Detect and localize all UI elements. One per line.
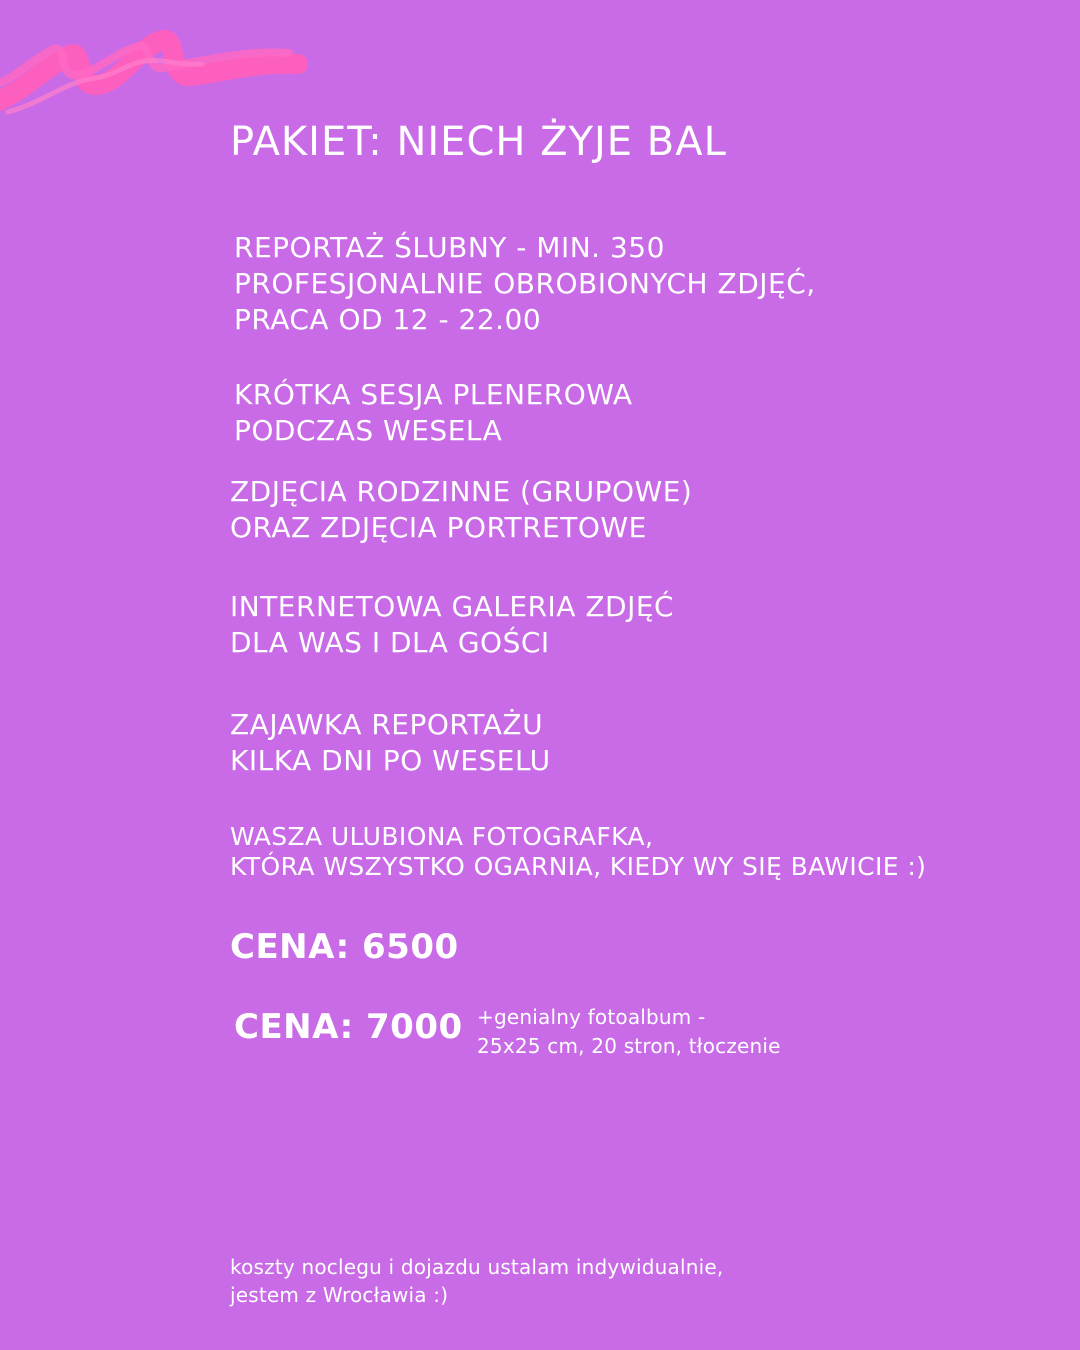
price-basic: CENA: 6500 bbox=[230, 927, 459, 967]
album-note-line: 25x25 cm, 20 stron, tłoczenie bbox=[477, 1034, 781, 1058]
feature-line: PRACA OD 12 - 22.00 bbox=[234, 303, 542, 336]
feature-line: ZAJAWKA REPORTAŻU bbox=[230, 708, 544, 741]
feature-line: REPORTAŻ ŚLUBNY - MIN. 350 bbox=[234, 231, 665, 264]
album-note-line: +genialny fotoalbum - bbox=[477, 1005, 706, 1029]
album-note bbox=[477, 1003, 781, 1061]
feature-outdoor-session bbox=[234, 377, 633, 449]
price-with-album: CENA: 7000 bbox=[234, 1007, 463, 1047]
feature-line: INTERNETOWA GALERIA ZDJĘĆ bbox=[230, 590, 675, 623]
package-title: PAKIET: NIECH ŻYJE BAL bbox=[230, 119, 727, 165]
tagline-line: WASZA ULUBIONA FOTOGRAFKA, bbox=[230, 822, 654, 851]
footer-line: koszty noclegu i dojazdu ustalam indywidualnie, bbox=[230, 1255, 724, 1279]
feature-wedding-reportage bbox=[234, 230, 816, 338]
feature-line: ZDJĘCIA RODZINNE (GRUPOWE) bbox=[230, 475, 693, 508]
feature-online-gallery bbox=[230, 589, 674, 661]
feature-line: ORAZ ZDJĘCIA PORTRETOWE bbox=[230, 511, 647, 544]
feature-line: KILKA DNI PO WESELU bbox=[230, 744, 551, 777]
feature-line: PROFESJONALNIE OBROBIONYCH ZDJĘĆ, bbox=[234, 267, 816, 300]
footer-line: jestem z Wrocławia :) bbox=[230, 1283, 449, 1307]
photographer-tagline bbox=[230, 822, 926, 882]
tagline-line: KTÓRA WSZYSTKO OGARNIA, KIEDY WY SIĘ BAWICIE :) bbox=[230, 852, 927, 881]
feature-family-portraits bbox=[230, 474, 692, 546]
feature-line: DLA WAS I DLA GOŚCI bbox=[230, 626, 550, 659]
feature-line: PODCZAS WESELA bbox=[234, 414, 503, 447]
feature-line: KRÓTKA SESJA PLENEROWA bbox=[234, 378, 633, 411]
travel-cost-note bbox=[230, 1253, 723, 1309]
feature-sneak-peek bbox=[230, 707, 551, 779]
